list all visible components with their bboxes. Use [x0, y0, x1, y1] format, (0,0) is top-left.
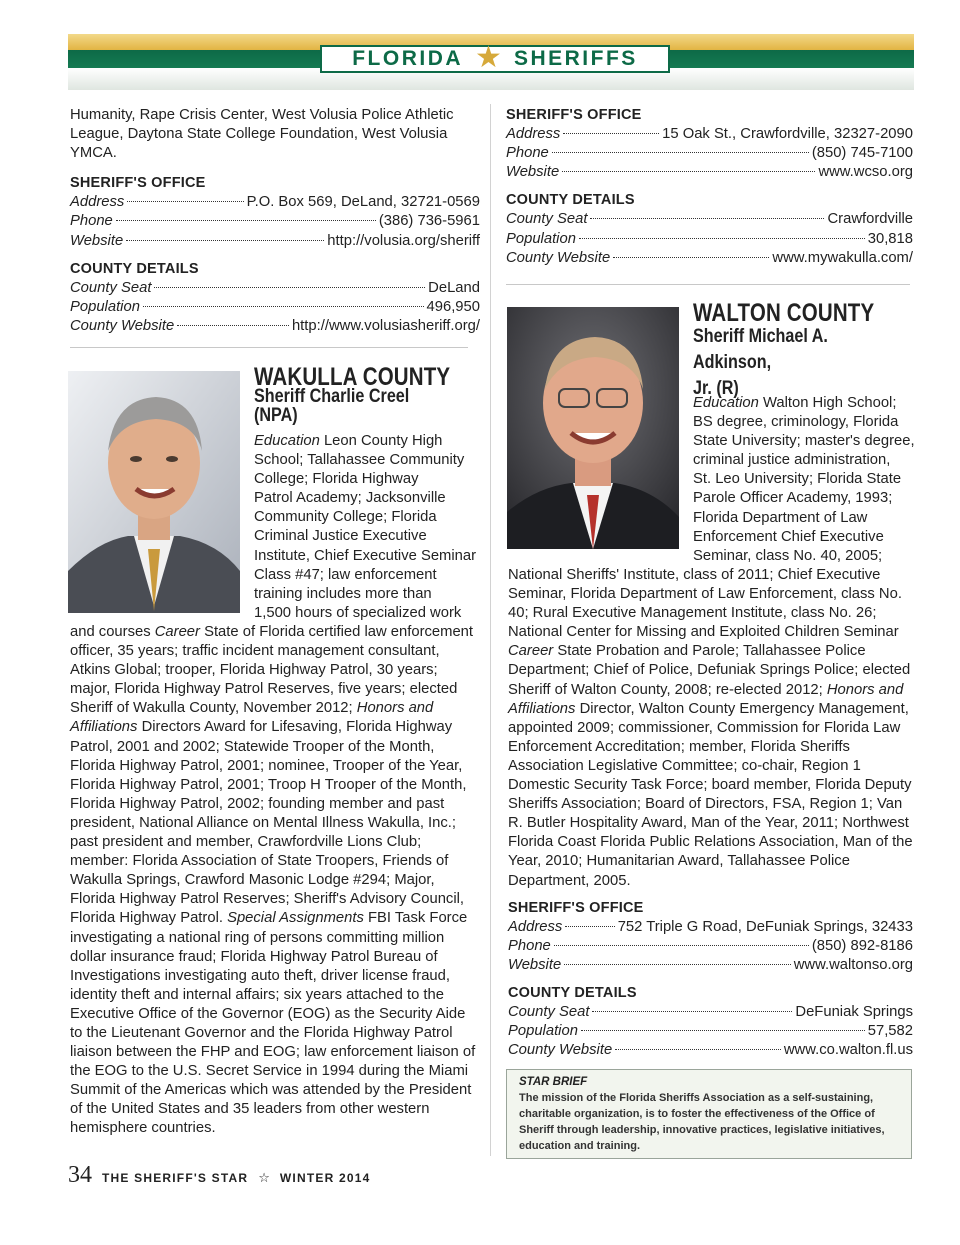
wakulla-address-row: Address 15 Oak St., Crawfordville, 32327-2090: [506, 126, 913, 143]
walton-edu-line-6: Parole Officer Academy, 1993;: [693, 490, 893, 507]
walton-phone-row: Phone (850) 892-8186: [508, 937, 913, 954]
walton-edu-line-9: Seminar, class No. 40, 2005;: [693, 547, 883, 564]
volusia-website-row: Website http://volusia.org/sheriff: [70, 232, 480, 249]
wakulla-bio-text: and courses Career State of Florida certified law enforcement officer, 35 years; traffic incident management consultant, Atkins Global; trooper, Florida Highway Patrol, 30 years; major, Florida Highway Patrol Reserves, five years; elected Sheriff of Wakulla County, November 2012; Honors and Affiliations Directors Award for Lifesaving, Florida Highway Patrol, 2001 and 2002; Statewide Trooper of the Month, Florida Highway Patrol, 2001; nominee, Trooper of the Year, Florida Highway Patrol, 2001; Troop H Trooper of the Month, Florida Highway Patrol, 2002; founding member and past president, National Alliance on Mental Illness Wakulla, Inc.; past president and member, Crawfordville Lions Club; member: Florida Association of State Troopers, Friends of Wakulla Springs, Crawford Masonic Lodge #294; Major, Florida Highway Patrol Reserves; Sheriff's Advisory Council, Florida Highway Patrol. Special Assignments FBI Task Force investigating a national ring of persons committing million dollar insurance fraud; Florida Highway Patrol Bureau of Investigations investigating auto theft, driver license fraud, identity theft and internal affairs; six years attached to the Executive Office of the Governor (EOG) as the Security Aide to the Lieutenant Governor and the Florida Highway Patrol liaison between the FHP and EOG; law enforcement liaison of the EOG to the U.S. Secret Service in 1994 during the Miami Summit of the Americas which was attended by the President of the United States and 35 leaders from other western hemisphere countries.: [70, 624, 476, 1137]
walton-county-name: WALTON COUNTY: [693, 299, 875, 327]
wakulla-phone-row: Phone (850) 745-7100: [506, 145, 913, 162]
magazine-title: THE SHERIFF'S STAR: [102, 1171, 249, 1185]
wakulla-bio-continued: [70, 623, 476, 1139]
volusia-section: [70, 106, 480, 336]
wakulla-website-row: Website www.wcso.org: [506, 164, 913, 181]
page-number: 34: [68, 1162, 92, 1188]
walton-population-row: Population 57,582: [508, 1023, 913, 1040]
volusia-population-row: Population 496,950: [70, 298, 480, 315]
banner-title-box: [320, 41, 670, 74]
walton-education-block: [693, 394, 918, 566]
walton-county-website-row: County Website www.co.walton.fl.us: [508, 1042, 913, 1059]
star-brief-box: [506, 1069, 912, 1159]
wakulla-bio-line-6: Criminal Justice Executive: [254, 528, 427, 545]
sheriff-star-icon: ★: [475, 41, 502, 74]
wakulla-bio-line-1: Education Leon County High: [254, 433, 443, 449]
walton-sheriff-name-line-2: Jr. (R): [693, 378, 739, 400]
volusia-county-heading: COUNTY DETAILS: [70, 260, 199, 277]
wakulla-sheriff-photo: [68, 371, 240, 613]
walton-edu-line-5: St. Leo University; Florida State: [693, 471, 902, 488]
wakulla-details: [506, 106, 913, 268]
walton-header: [693, 299, 918, 402]
star-brief-text: The mission of the Florida Sheriffs Association as a self-sustaining, charitable organization, is to foster the effectiveness of the Office of Sheriff through leadership, innovative practices, legislative initiatives, education and training.: [519, 1092, 885, 1152]
walton-website-row: Website www.waltonso.org: [508, 956, 913, 973]
wakulla-bio-line-10: 1,500 hours of specialized work: [254, 604, 462, 621]
wakulla-seat-row: County Seat Crawfordville: [506, 211, 913, 228]
walton-office-heading: SHERIFF'S OFFICE: [508, 899, 644, 916]
wakulla-county-heading: COUNTY DETAILS: [506, 192, 635, 209]
wakulla-bio-line-3: College; Florida Highway: [254, 471, 419, 488]
wakulla-header: [254, 363, 484, 427]
walton-seat-row: County Seat DeFuniak Springs: [508, 1004, 913, 1021]
wakulla-office-heading: SHERIFF'S OFFICE: [506, 107, 642, 123]
volusia-county-website-row: County Website http://www.volusiasheriff.org/: [70, 317, 480, 334]
wakulla-bio-line-9: training includes more than: [254, 585, 432, 602]
walton-bio-text: National Sheriffs' Institute, class of 2011; Chief Executive Seminar, Florida Department of Law Enforcement, class No. 40; Rural Executive Management Institute, class No. 26; National Center for Missing and Exploited Children Seminar Career State Probation and Parole; Tallahassee Police Department; Chief of Police, Defuniak Springs Police; elected Sheriff of Walton County, 2008; re-elected 2012; Honors and Affiliations Director, Walton County Emergency Management, appointed 2009; commissioner, Commission for Florida Law Enforcement Accreditation; member, Florida Sheriffs Association Legislative Committee; co-chair, Region 1 Domestic Security Task Force; board member, Florida Deputy Sheriffs Association; Board of Directors, FSA, Region 1; Van R. Butler Hospitality Award, Man of the Year, 2011; Northwest Florida Coast Florida Public Relations Association, Man of the Year, 2010; Humanitarian Award, Tallahassee Police Department, 2005.: [508, 567, 913, 889]
header-banner: [68, 34, 914, 90]
banner-right-word: SHERIFFS: [513, 47, 638, 70]
walton-sheriff-name-line-1: Sheriff Michael A. Adkinson,: [693, 326, 828, 374]
wakulla-bio-line-2: School; Tallahassee Community: [254, 452, 465, 469]
star-brief-title: STAR BRIEF: [519, 1076, 588, 1088]
section-rule-right: [506, 284, 910, 285]
volusia-continued-text: Humanity, Rape Crisis Center, West Volusia Police Athletic League, Daytona State College Foundation, West Volusia YMCA.: [70, 107, 454, 162]
walton-edu-line-8: Enforcement Chief Executive: [693, 528, 884, 545]
volusia-office-heading: SHERIFF'S OFFICE: [70, 175, 206, 192]
wakulla-population-row: Population 30,818: [506, 230, 913, 247]
wakulla-bio-line-4: Patrol Academy; Jacksonville: [254, 490, 446, 507]
volusia-address-row: Address P.O. Box 569, DeLand, 32721-0569: [70, 194, 480, 211]
walton-bio-continued: [508, 566, 913, 1060]
issue-label: WINTER 2014: [279, 1171, 371, 1185]
banner-left-word: FLORIDA: [352, 47, 464, 70]
wakulla-bio-line-7: Institute, Chief Executive Seminar: [254, 547, 477, 564]
walton-sheriff-photo: [507, 307, 679, 549]
page-footer: [68, 1162, 370, 1189]
walton-edu-line-7: Florida Department of Law: [693, 509, 868, 526]
walton-edu-line-3: State University; master's degree,: [693, 433, 915, 450]
walton-county-heading: COUNTY DETAILS: [508, 984, 637, 1001]
wakulla-bio-line-8: Class #47; law enforcement: [254, 566, 437, 583]
volusia-phone-row: Phone (386) 736-5961: [70, 213, 480, 230]
walton-edu-line-1: Education Walton High School;: [693, 395, 897, 411]
volusia-seat-row: County Seat DeLand: [70, 279, 480, 296]
wakulla-county-website-row: County Website www.mywakulla.com/: [506, 249, 913, 266]
wakulla-education-block: [254, 432, 480, 623]
walton-edu-line-4: criminal justice administration,: [693, 452, 891, 469]
section-rule-left: [70, 347, 468, 348]
column-divider: [490, 104, 491, 1156]
walton-address-row: Address 752 Triple G Road, DeFuniak Springs, 32433: [508, 918, 913, 935]
wakulla-sheriff-name: Sheriff Charlie Creel (NPA): [254, 386, 410, 427]
wakulla-bio-line-5: Community College; Florida: [254, 509, 437, 526]
footer-star-icon: ☆: [258, 1170, 270, 1185]
walton-edu-line-2: BS degree, criminology, Florida: [693, 414, 899, 431]
wakulla-county-name: WAKULLA COUNTY: [254, 363, 451, 391]
